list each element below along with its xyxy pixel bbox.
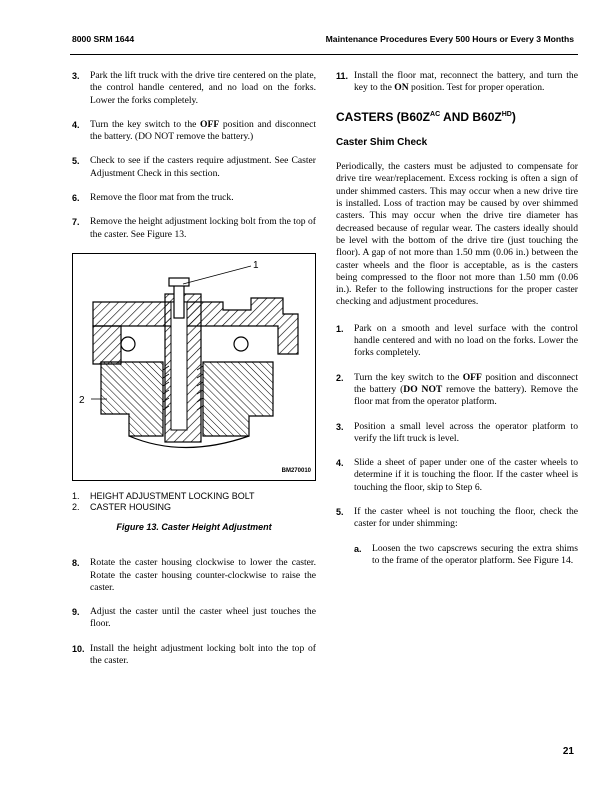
figure-caption: Figure 13. Caster Height Adjustment xyxy=(116,521,272,532)
callout-1: 1 xyxy=(253,259,259,271)
step-number: 11. xyxy=(336,71,349,81)
step-item xyxy=(72,155,316,180)
step-number: 3. xyxy=(336,421,344,432)
substep-a xyxy=(336,543,578,568)
heading-part: AND B60Z xyxy=(440,109,502,124)
legend-text: CASTER HOUSING xyxy=(90,501,172,512)
step-text: Rotate the caster housing clockwise to lower the caster. Rotate the caster housing counter-clockwise to raise the caster. xyxy=(90,557,316,593)
heading-part: ) xyxy=(511,109,516,124)
figure-13 xyxy=(72,253,316,481)
legend-item xyxy=(72,491,316,502)
step-number: 1. xyxy=(336,323,344,334)
step-text: Park on a smooth and level surface with the control handle centered and with no load on the forks. Lower the forks completely. xyxy=(354,322,578,359)
step-number: 7. xyxy=(72,217,80,228)
header-rule xyxy=(70,54,578,55)
step-item xyxy=(72,643,316,668)
step-text: Turn the key switch to the OFF position and disconnect the battery (DO NOT remove the battery). Remove the floor mat from the operator platform. xyxy=(354,371,578,408)
intro-paragraph: Periodically, the casters must be adjusted to compensate for drive tire wear/replacement. Excess rocking is often a sign of under shimmed casters. This may occur when a new drive tire is installed. Loss of traction may be caused by over shimmed casters. This may occur when the drive tire diameter has decreased because of regular wear. The casters ideally should be level with the bottom of the drive tire (just touching the floor). A gap of not more than 1.50 mm (0.06 in.) between the caster wheels and the floor is acceptable, as is the casters being compressed to the floor not more than 1.50 mm (0.06 in.). Refer to the following instructions for the proper caster checking and adjustment procedures. xyxy=(336,161,578,308)
step-number: 6. xyxy=(72,193,80,204)
step-item xyxy=(72,557,316,594)
step-11 xyxy=(336,70,578,95)
caster-cross-section-illustration xyxy=(73,254,315,480)
step-text: Turn the key switch to the OFF position and disconnect the battery. (DO NOT remove the battery.) xyxy=(90,118,316,143)
step-text: Adjust the caster until the caster wheel just touches the floor. xyxy=(90,606,316,630)
right-steps xyxy=(336,323,578,531)
step-item xyxy=(336,457,578,494)
legend-number: 1. xyxy=(72,490,80,501)
step-text: Remove the height adjustment locking bolt from the top of the caster. See Figure 13. xyxy=(90,216,316,240)
step-number: 4. xyxy=(72,119,80,130)
step-number: 5. xyxy=(72,156,80,167)
step-item xyxy=(72,192,316,204)
legend-text: HEIGHT ADJUSTMENT LOCKING BOLT xyxy=(90,490,255,501)
step-item xyxy=(336,372,578,409)
step-text: Park the lift truck with the drive tire centered on the plate, the control handle centered, and no load on the forks. Lower the forks completely. xyxy=(90,70,316,106)
step-item xyxy=(336,323,578,360)
step-item xyxy=(72,119,316,144)
heading-part: CASTERS (B60Z xyxy=(336,109,431,124)
step-number: 10. xyxy=(72,643,85,654)
page-number: 21 xyxy=(562,746,574,757)
legend-item xyxy=(72,502,316,513)
callout-2: 2 xyxy=(79,394,85,406)
step-number: 2. xyxy=(336,372,344,383)
step-number: 5. xyxy=(336,507,344,518)
step-text: Remove the floor mat from the truck. xyxy=(90,192,234,204)
step-number: 9. xyxy=(72,607,80,618)
step-number: 8. xyxy=(72,558,80,569)
substep-text: Loosen the two capscrews securing the extra shims to the frame of the operator platform. See Figure 14. xyxy=(372,542,578,566)
figure-legend xyxy=(72,491,316,513)
step-text: Install the floor mat, reconnect the battery, and turn the key to the ON position. Test for proper operation. xyxy=(354,70,578,94)
step-number: 4. xyxy=(336,458,344,469)
left-column xyxy=(72,70,316,679)
step-item xyxy=(72,216,316,241)
step-text: Slide a sheet of paper under one of the caster wheels to determine if it is touching the floor. If the caster wheel is touching the floor, skip to Step 6. xyxy=(354,457,578,493)
substep-letter: a. xyxy=(354,543,362,554)
step-item xyxy=(72,70,316,107)
header-document-id: 8000 SRM 1644 xyxy=(72,34,135,44)
figure-code: BM270010 xyxy=(281,467,311,474)
heading-superscript: AC xyxy=(430,110,441,118)
step-text: If the caster wheel is not touching the floor, check the caster for under shimming: xyxy=(354,506,578,530)
step-item xyxy=(336,421,578,446)
step-text: Install the height adjustment locking bolt into the top of the caster. xyxy=(90,642,316,667)
subheading-caster-shim-check: Caster Shim Check xyxy=(336,136,428,148)
heading-superscript: HD xyxy=(501,110,512,118)
step-text: Check to see if the casters require adjustment. See Caster Adjustment Check in this section. xyxy=(90,155,316,179)
step-number: 3. xyxy=(72,71,80,81)
left-steps-before xyxy=(72,70,316,241)
step-item xyxy=(72,606,316,631)
left-steps-after xyxy=(72,557,316,667)
section-heading-casters xyxy=(336,109,578,123)
legend-number: 2. xyxy=(72,501,80,512)
right-column xyxy=(336,70,578,577)
step-item xyxy=(336,506,578,531)
header-section-title: Maintenance Procedures Every 500 Hours or Every 3 Months xyxy=(325,34,574,44)
step-text: Position a small level across the operator platform to verify the lift truck is level. xyxy=(354,420,578,444)
